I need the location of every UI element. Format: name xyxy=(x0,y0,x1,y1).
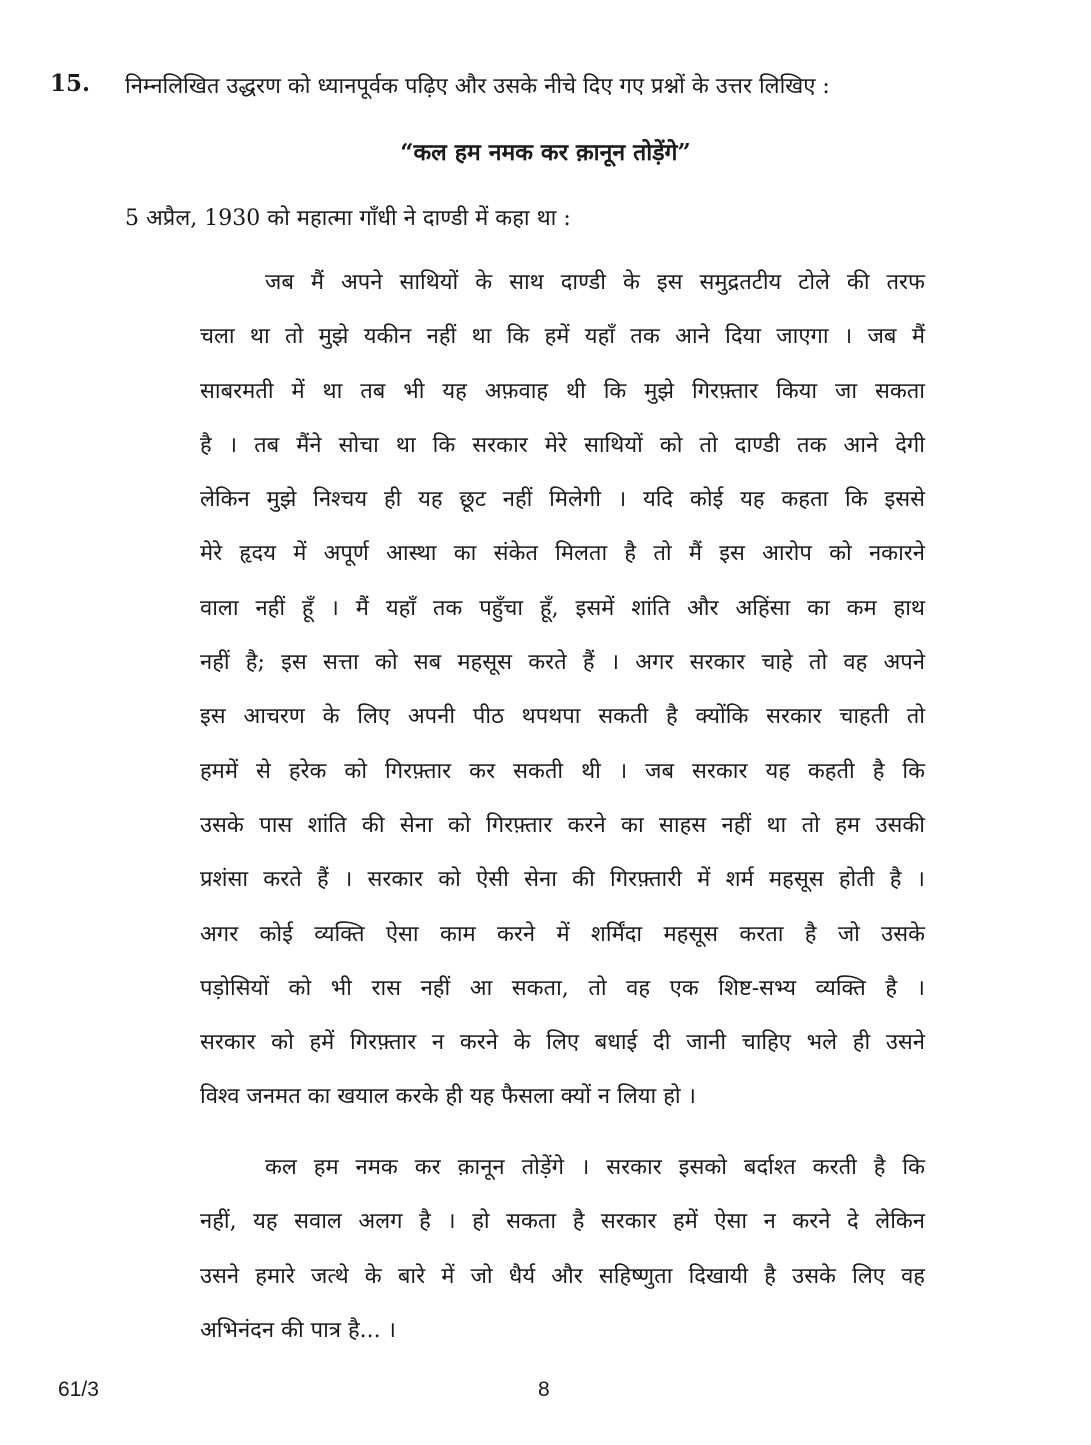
passage-line: उसने हमारे जत्थे के बारे में जो धैर्य और सहिष्णुता दिखायी है उसके लिए वह xyxy=(200,1263,925,1289)
passage-line: पड़ोसियों को भी रास नहीं आ सकता, तो वह एक शिष्ट-सभ्य व्यक्ति है । xyxy=(200,975,925,1001)
passage-line: हममें से हरेक को गिरफ़्तार कर सकती थी । जब सरकार यह कहती है कि xyxy=(200,758,925,784)
passage-line: वाला नहीं हूँ । मैं यहाँ तक पहुँचा हूँ, इसमें शांति और अहिंसा का कम हाथ xyxy=(200,595,925,621)
passage-line: जब मैं अपने साथियों के साथ दाण्डी के इस समुद्रतटीय टोले की तरफ xyxy=(265,270,925,295)
passage-line: है । तब मैंने सोचा था कि सरकार मेरे साथियों को तो दाण्डी तक आने देगी xyxy=(200,432,925,458)
passage-title: “कल हम नमक कर क़ानून तोड़ेंगे” xyxy=(400,139,691,166)
passage-line: इस आचरण के लिए अपनी पीठ थपथपा सकती है क्योंकि सरकार चाहती तो xyxy=(200,704,925,730)
passage-line: अगर कोई व्यक्ति ऐसा काम करने में शर्मिंदा महसूस करता है जो उसके xyxy=(200,921,925,947)
passage-paragraph-1 xyxy=(200,268,925,1137)
passage-line: कल हम नमक कर क़ानून तोड़ेंगे । सरकार इसको बर्दाश्त करती है कि xyxy=(265,1155,925,1180)
passage-line: साबरमती में था तब भी यह अफ़वाह थी कि मुझे गिरफ़्तार किया जा सकता xyxy=(200,378,925,404)
passage-line: मेरे हृदय में अपूर्ण आस्था का संकेत मिलता है तो मैं इस आरोप को नकारने xyxy=(200,541,925,567)
passage-line: उसके पास शांति की सेना को गिरफ़्तार करने का साहस नहीं था तो हम उसकी xyxy=(200,812,925,838)
passage-line: प्रशंसा करते हैं । सरकार को ऐसी सेना की गिरफ़्तारी में शर्म महसूस होती है । xyxy=(200,867,925,893)
paper-code: 61/3 xyxy=(58,1378,99,1401)
passage-line: चला था तो मुझे यकीन नहीं था कि हमें यहाँ तक आने दिया जाएगा । जब मैं xyxy=(200,324,925,350)
passage-paragraph-2 xyxy=(200,1153,925,1370)
question-instruction: निम्नलिखित उद्धरण को ध्यानपूर्वक पढ़िए और उसके नीचे दिए गए प्रश्नों के उत्तर लिखिए : xyxy=(125,74,830,99)
passage-line: अभिनंदन की पात्र है... । xyxy=(200,1317,396,1343)
page-number: 8 xyxy=(538,1378,550,1401)
question-number: 15. xyxy=(50,70,91,97)
passage-intro: 5 अप्रैल, 1930 को महात्मा गाँधी ने दाण्डी में कहा था : xyxy=(125,206,571,231)
passage-line: नहीं है; इस सत्ता को सब महसूस करते हैं । अगर सरकार चाहे तो वह अपने xyxy=(200,650,925,676)
passage-line: सरकार को हमें गिरफ़्तार न करने के लिए बधाई दी जानी चाहिए भले ही उसने xyxy=(200,1030,925,1056)
passage-line: लेकिन मुझे निश्चय ही यह छूट नहीं मिलेगी । यदि कोई यह कहता कि इससे xyxy=(200,487,925,513)
passage-line: नहीं, यह सवाल अलग है । हो सकता है सरकार हमें ऐसा न करने दे लेकिन xyxy=(200,1209,925,1235)
passage-line: विश्व जनमत का खयाल करके ही यह फैसला क्यों न लिया हो । xyxy=(200,1084,696,1110)
